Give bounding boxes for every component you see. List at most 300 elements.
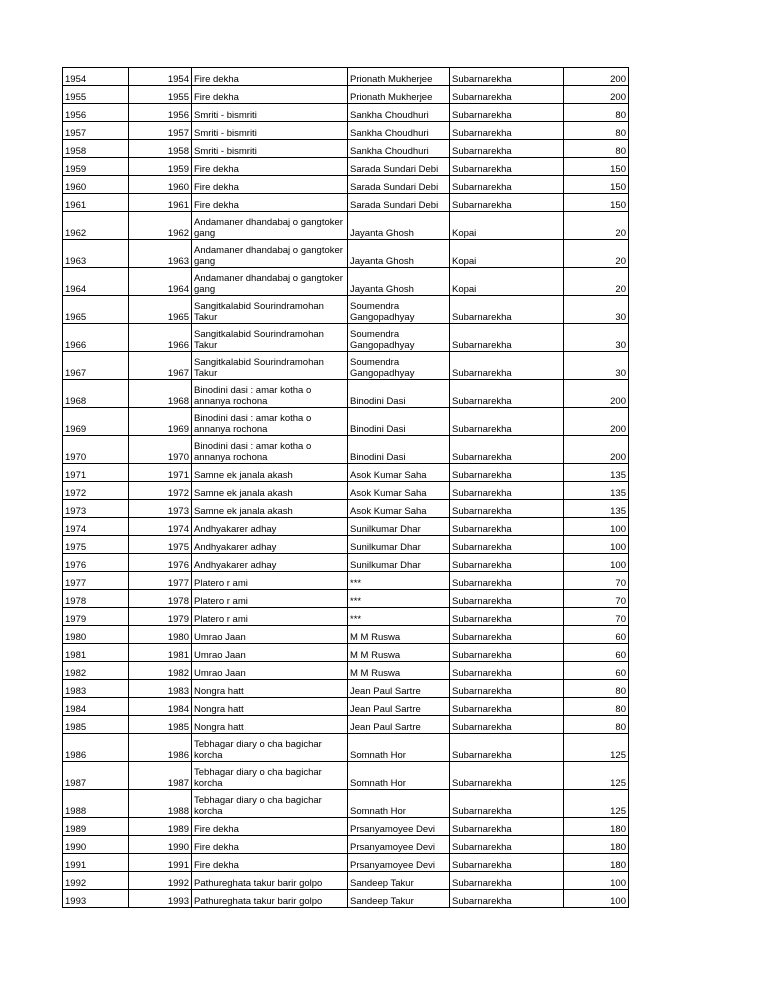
cell-price-text: 70 bbox=[615, 578, 626, 589]
cell-publisher-text: Subarnarekha bbox=[452, 452, 512, 463]
cell-publisher bbox=[450, 324, 564, 352]
cell-author bbox=[348, 68, 450, 86]
cell-price bbox=[564, 86, 629, 104]
cell-serial-number-text: 1963 bbox=[167, 256, 189, 267]
cell-title-text: Fire dekha bbox=[194, 200, 239, 211]
cell-author bbox=[348, 500, 450, 518]
cell-serial-number bbox=[129, 140, 192, 158]
cell-title-text: Fire dekha bbox=[194, 164, 239, 175]
cell-publisher-text: Subarnarekha bbox=[452, 110, 512, 121]
cell-title-text: Binodini dasi : amar kotha o annanya rochona bbox=[194, 385, 312, 407]
cell-title bbox=[192, 104, 348, 122]
cell-title bbox=[192, 140, 348, 158]
cell-publisher-text: Subarnarekha bbox=[452, 750, 512, 761]
cell-price-text: 100 bbox=[610, 560, 626, 571]
table-row bbox=[63, 836, 629, 854]
cell-accession-id bbox=[63, 536, 129, 554]
cell-accession-id-text: 1986 bbox=[65, 750, 87, 761]
cell-price-text: 200 bbox=[610, 92, 626, 103]
cell-accession-id-text: 1972 bbox=[65, 488, 87, 499]
cell-serial-number-text: 1971 bbox=[167, 470, 189, 481]
cell-serial-number bbox=[129, 518, 192, 536]
cell-accession-id bbox=[63, 380, 129, 408]
cell-serial-number-text: 1984 bbox=[167, 704, 189, 715]
cell-price bbox=[564, 158, 629, 176]
cell-author-text: Prsanyamoyee Devi bbox=[350, 842, 436, 853]
cell-publisher-text: Subarnarekha bbox=[452, 614, 512, 625]
cell-accession-id-text: 1992 bbox=[65, 878, 87, 889]
cell-publisher-text: Subarnarekha bbox=[452, 842, 512, 853]
cell-title-text: Fire dekha bbox=[194, 860, 239, 871]
cell-serial-number bbox=[129, 790, 192, 818]
cell-accession-id bbox=[63, 352, 129, 380]
cell-author bbox=[348, 662, 450, 680]
cell-author bbox=[348, 122, 450, 140]
cell-author-text: Jayanta Ghosh bbox=[350, 284, 414, 295]
cell-title-text: Fire dekha bbox=[194, 824, 239, 835]
cell-serial-number-text: 1974 bbox=[167, 524, 189, 535]
table-row bbox=[63, 890, 629, 908]
cell-price-text: 135 bbox=[610, 470, 626, 481]
cell-author bbox=[348, 176, 450, 194]
cell-price bbox=[564, 380, 629, 408]
cell-author bbox=[348, 518, 450, 536]
cell-serial-number bbox=[129, 572, 192, 590]
cell-title-text: Nongra hatt bbox=[194, 704, 244, 715]
cell-author bbox=[348, 554, 450, 572]
cell-publisher-text: Subarnarekha bbox=[452, 396, 512, 407]
cell-title bbox=[192, 518, 348, 536]
cell-price bbox=[564, 68, 629, 86]
cell-accession-id-text: 1978 bbox=[65, 596, 87, 607]
cell-publisher bbox=[450, 380, 564, 408]
cell-author bbox=[348, 158, 450, 176]
cell-serial-number bbox=[129, 268, 192, 296]
cell-price-text: 20 bbox=[615, 284, 626, 295]
cell-price-text: 30 bbox=[615, 312, 626, 323]
cell-serial-number bbox=[129, 872, 192, 890]
cell-publisher-text: Subarnarekha bbox=[452, 74, 512, 85]
cell-author-text: Prsanyamoyee Devi bbox=[350, 860, 436, 871]
table-row bbox=[63, 158, 629, 176]
cell-author-text: Sandeep Takur bbox=[350, 896, 414, 907]
cell-author bbox=[348, 626, 450, 644]
cell-serial-number bbox=[129, 818, 192, 836]
table-row bbox=[63, 176, 629, 194]
cell-accession-id-text: 1954 bbox=[65, 74, 87, 85]
cell-publisher-text: Subarnarekha bbox=[452, 704, 512, 715]
cell-accession-id bbox=[63, 296, 129, 324]
cell-accession-id bbox=[63, 818, 129, 836]
cell-accession-id-text: 1983 bbox=[65, 686, 87, 697]
cell-accession-id-text: 1960 bbox=[65, 182, 87, 193]
cell-publisher bbox=[450, 268, 564, 296]
cell-price-text: 125 bbox=[610, 806, 626, 817]
cell-title-text: Sangitkalabid Sourindramohan Takur bbox=[194, 301, 324, 323]
table-row bbox=[63, 86, 629, 104]
cell-price bbox=[564, 890, 629, 908]
cell-price bbox=[564, 500, 629, 518]
table-row bbox=[63, 734, 629, 762]
cell-serial-number-text: 1955 bbox=[167, 92, 189, 103]
cell-price-text: 80 bbox=[615, 686, 626, 697]
cell-publisher bbox=[450, 698, 564, 716]
cell-serial-number-text: 1988 bbox=[167, 806, 189, 817]
cell-publisher bbox=[450, 296, 564, 324]
table-row bbox=[63, 68, 629, 86]
cell-title-text: Samne ek janala akash bbox=[194, 506, 293, 517]
cell-publisher bbox=[450, 572, 564, 590]
cell-serial-number-text: 1980 bbox=[167, 632, 189, 643]
cell-author bbox=[348, 212, 450, 240]
cell-title-text: Andhyakarer adhay bbox=[194, 524, 277, 535]
cell-price-text: 70 bbox=[615, 596, 626, 607]
cell-price bbox=[564, 872, 629, 890]
cell-serial-number-text: 1983 bbox=[167, 686, 189, 697]
cell-accession-id bbox=[63, 890, 129, 908]
cell-serial-number bbox=[129, 408, 192, 436]
cell-author-text: Soumendra Gangopadhyay bbox=[350, 357, 415, 379]
cell-author bbox=[348, 854, 450, 872]
cell-publisher bbox=[450, 890, 564, 908]
cell-publisher-text: Kopai bbox=[452, 256, 477, 267]
cell-accession-id-text: 1980 bbox=[65, 632, 87, 643]
cell-title bbox=[192, 818, 348, 836]
cell-author bbox=[348, 436, 450, 464]
cell-title bbox=[192, 836, 348, 854]
cell-title bbox=[192, 296, 348, 324]
cell-accession-id-text: 1984 bbox=[65, 704, 87, 715]
cell-accession-id bbox=[63, 122, 129, 140]
cell-author-text: Sarada Sundari Debi bbox=[350, 182, 439, 193]
table-row bbox=[63, 436, 629, 464]
cell-publisher bbox=[450, 104, 564, 122]
cell-publisher bbox=[450, 436, 564, 464]
cell-publisher bbox=[450, 854, 564, 872]
cell-price-text: 20 bbox=[615, 228, 626, 239]
cell-price-text: 60 bbox=[615, 668, 626, 679]
cell-accession-id-text: 1956 bbox=[65, 110, 87, 121]
cell-accession-id-text: 1971 bbox=[65, 470, 87, 481]
cell-serial-number bbox=[129, 536, 192, 554]
table-row bbox=[63, 662, 629, 680]
cell-serial-number bbox=[129, 644, 192, 662]
cell-title bbox=[192, 352, 348, 380]
cell-title-text: Smriti - bismriti bbox=[194, 128, 257, 139]
cell-author-text: Asok Kumar Saha bbox=[350, 488, 427, 499]
cell-author-text: M M Ruswa bbox=[350, 632, 401, 643]
cell-serial-number bbox=[129, 698, 192, 716]
cell-accession-id bbox=[63, 464, 129, 482]
cell-publisher bbox=[450, 68, 564, 86]
cell-publisher bbox=[450, 818, 564, 836]
cell-author-text: Somnath Hor bbox=[350, 806, 406, 817]
cell-author-text: Sunilkumar Dhar bbox=[350, 542, 421, 553]
cell-price-text: 60 bbox=[615, 632, 626, 643]
cell-price bbox=[564, 698, 629, 716]
cell-publisher bbox=[450, 644, 564, 662]
cell-publisher bbox=[450, 734, 564, 762]
cell-title bbox=[192, 158, 348, 176]
cell-title-text: Binodini dasi : amar kotha o annanya rochona bbox=[194, 441, 312, 463]
cell-title bbox=[192, 734, 348, 762]
cell-serial-number bbox=[129, 590, 192, 608]
cell-serial-number-text: 1987 bbox=[167, 778, 189, 789]
cell-author bbox=[348, 140, 450, 158]
cell-price-text: 80 bbox=[615, 146, 626, 157]
table-row bbox=[63, 818, 629, 836]
cell-price bbox=[564, 408, 629, 436]
cell-author-text: Sankha Choudhuri bbox=[350, 146, 429, 157]
cell-author-text: *** bbox=[350, 614, 362, 625]
cell-serial-number-text: 1990 bbox=[167, 842, 189, 853]
cell-publisher-text: Subarnarekha bbox=[452, 578, 512, 589]
cell-price-text: 100 bbox=[610, 896, 626, 907]
cell-serial-number-text: 1981 bbox=[167, 650, 189, 661]
cell-price bbox=[564, 734, 629, 762]
cell-publisher bbox=[450, 590, 564, 608]
cell-publisher bbox=[450, 554, 564, 572]
cell-author-text: Sankha Choudhuri bbox=[350, 110, 429, 121]
cell-price bbox=[564, 296, 629, 324]
cell-serial-number bbox=[129, 890, 192, 908]
cell-publisher-text: Subarnarekha bbox=[452, 650, 512, 661]
cell-serial-number-text: 1958 bbox=[167, 146, 189, 157]
cell-author-text: Somnath Hor bbox=[350, 750, 406, 761]
cell-publisher bbox=[450, 680, 564, 698]
cell-publisher-text: Subarnarekha bbox=[452, 632, 512, 643]
cell-accession-id bbox=[63, 854, 129, 872]
cell-author bbox=[348, 790, 450, 818]
table-row bbox=[63, 854, 629, 872]
cell-title bbox=[192, 662, 348, 680]
table-row bbox=[63, 872, 629, 890]
book-catalog-table bbox=[62, 67, 629, 908]
table-row bbox=[63, 590, 629, 608]
cell-price-text: 30 bbox=[615, 368, 626, 379]
cell-publisher bbox=[450, 536, 564, 554]
cell-serial-number bbox=[129, 836, 192, 854]
cell-accession-id-text: 1990 bbox=[65, 842, 87, 853]
cell-title bbox=[192, 122, 348, 140]
cell-accession-id-text: 1979 bbox=[65, 614, 87, 625]
cell-serial-number-text: 1970 bbox=[167, 452, 189, 463]
cell-serial-number bbox=[129, 158, 192, 176]
cell-serial-number-text: 1978 bbox=[167, 596, 189, 607]
cell-serial-number-text: 1959 bbox=[167, 164, 189, 175]
cell-publisher bbox=[450, 626, 564, 644]
cell-publisher-text: Subarnarekha bbox=[452, 542, 512, 553]
cell-publisher-text: Subarnarekha bbox=[452, 686, 512, 697]
cell-serial-number bbox=[129, 608, 192, 626]
cell-author bbox=[348, 482, 450, 500]
cell-accession-id bbox=[63, 408, 129, 436]
cell-title-text: Tebhagar diary o cha bagichar korcha bbox=[194, 767, 322, 789]
table-row bbox=[63, 240, 629, 268]
table-row bbox=[63, 380, 629, 408]
cell-accession-id-text: 1991 bbox=[65, 860, 87, 871]
cell-author-text: Jean Paul Sartre bbox=[350, 704, 421, 715]
cell-serial-number-text: 1993 bbox=[167, 896, 189, 907]
table-row bbox=[63, 268, 629, 296]
cell-author bbox=[348, 836, 450, 854]
cell-price-text: 80 bbox=[615, 110, 626, 121]
cell-accession-id bbox=[63, 240, 129, 268]
cell-serial-number bbox=[129, 212, 192, 240]
cell-title bbox=[192, 436, 348, 464]
cell-serial-number bbox=[129, 854, 192, 872]
cell-title-text: Umrao Jaan bbox=[194, 632, 246, 643]
cell-price-text: 100 bbox=[610, 878, 626, 889]
cell-serial-number bbox=[129, 122, 192, 140]
cell-accession-id-text: 1958 bbox=[65, 146, 87, 157]
cell-price bbox=[564, 482, 629, 500]
cell-author bbox=[348, 324, 450, 352]
cell-accession-id bbox=[63, 872, 129, 890]
cell-accession-id-text: 1955 bbox=[65, 92, 87, 103]
cell-price bbox=[564, 104, 629, 122]
cell-accession-id bbox=[63, 104, 129, 122]
cell-author-text: Sunilkumar Dhar bbox=[350, 524, 421, 535]
cell-serial-number-text: 1969 bbox=[167, 424, 189, 435]
cell-price-text: 60 bbox=[615, 650, 626, 661]
cell-serial-number-text: 1975 bbox=[167, 542, 189, 553]
cell-publisher bbox=[450, 790, 564, 818]
cell-serial-number-text: 1976 bbox=[167, 560, 189, 571]
cell-publisher-text: Subarnarekha bbox=[452, 470, 512, 481]
cell-serial-number bbox=[129, 482, 192, 500]
cell-price-text: 200 bbox=[610, 452, 626, 463]
cell-accession-id-text: 1977 bbox=[65, 578, 87, 589]
cell-price bbox=[564, 554, 629, 572]
cell-price bbox=[564, 762, 629, 790]
cell-accession-id-text: 1975 bbox=[65, 542, 87, 553]
cell-serial-number-text: 1954 bbox=[167, 74, 189, 85]
table-row bbox=[63, 500, 629, 518]
cell-author bbox=[348, 872, 450, 890]
cell-accession-id bbox=[63, 176, 129, 194]
cell-title-text: Fire dekha bbox=[194, 92, 239, 103]
cell-price bbox=[564, 590, 629, 608]
cell-accession-id bbox=[63, 790, 129, 818]
cell-serial-number-text: 1985 bbox=[167, 722, 189, 733]
cell-serial-number-text: 1960 bbox=[167, 182, 189, 193]
cell-price-text: 100 bbox=[610, 524, 626, 535]
cell-accession-id-text: 1969 bbox=[65, 424, 87, 435]
table-row bbox=[63, 408, 629, 436]
cell-accession-id bbox=[63, 698, 129, 716]
cell-publisher bbox=[450, 240, 564, 268]
table-row bbox=[63, 194, 629, 212]
cell-publisher bbox=[450, 662, 564, 680]
cell-author-text: Sarada Sundari Debi bbox=[350, 164, 439, 175]
table-row bbox=[63, 608, 629, 626]
cell-price-text: 100 bbox=[610, 542, 626, 553]
cell-author-text: *** bbox=[350, 596, 362, 607]
cell-title-text: Platero r ami bbox=[194, 596, 248, 607]
cell-publisher bbox=[450, 716, 564, 734]
cell-title-text: Smriti - bismriti bbox=[194, 146, 257, 157]
cell-author bbox=[348, 464, 450, 482]
cell-serial-number bbox=[129, 626, 192, 644]
cell-serial-number-text: 1972 bbox=[167, 488, 189, 499]
cell-publisher-text: Subarnarekha bbox=[452, 312, 512, 323]
cell-price bbox=[564, 536, 629, 554]
table-row bbox=[63, 680, 629, 698]
cell-title-text: Fire dekha bbox=[194, 182, 239, 193]
cell-title bbox=[192, 68, 348, 86]
cell-author-text: Jean Paul Sartre bbox=[350, 722, 421, 733]
cell-author-text: Asok Kumar Saha bbox=[350, 506, 427, 517]
cell-price bbox=[564, 176, 629, 194]
cell-accession-id bbox=[63, 680, 129, 698]
cell-price-text: 80 bbox=[615, 704, 626, 715]
cell-accession-id bbox=[63, 644, 129, 662]
cell-accession-id bbox=[63, 158, 129, 176]
table-row bbox=[63, 296, 629, 324]
cell-price-text: 135 bbox=[610, 506, 626, 517]
cell-author bbox=[348, 734, 450, 762]
cell-serial-number bbox=[129, 464, 192, 482]
cell-author bbox=[348, 590, 450, 608]
cell-serial-number bbox=[129, 554, 192, 572]
cell-serial-number-text: 1982 bbox=[167, 668, 189, 679]
cell-accession-id-text: 1976 bbox=[65, 560, 87, 571]
cell-price-text: 200 bbox=[610, 74, 626, 85]
cell-accession-id-text: 1970 bbox=[65, 452, 87, 463]
cell-serial-number bbox=[129, 734, 192, 762]
cell-serial-number bbox=[129, 194, 192, 212]
cell-title-text: Sangitkalabid Sourindramohan Takur bbox=[194, 329, 324, 351]
cell-title bbox=[192, 536, 348, 554]
cell-publisher bbox=[450, 140, 564, 158]
cell-serial-number bbox=[129, 662, 192, 680]
cell-title-text: Andamaner dhandabaj o gangtoker gang bbox=[194, 245, 343, 267]
cell-serial-number-text: 1966 bbox=[167, 340, 189, 351]
cell-publisher-text: Subarnarekha bbox=[452, 92, 512, 103]
cell-title-text: Samne ek janala akash bbox=[194, 488, 293, 499]
cell-serial-number-text: 1964 bbox=[167, 284, 189, 295]
cell-author-text: Sarada Sundari Debi bbox=[350, 200, 439, 211]
cell-price bbox=[564, 572, 629, 590]
cell-price bbox=[564, 854, 629, 872]
table-row bbox=[63, 716, 629, 734]
cell-publisher bbox=[450, 872, 564, 890]
cell-publisher-text: Subarnarekha bbox=[452, 164, 512, 175]
cell-publisher-text: Subarnarekha bbox=[452, 806, 512, 817]
table-row bbox=[63, 644, 629, 662]
cell-author bbox=[348, 268, 450, 296]
cell-accession-id bbox=[63, 554, 129, 572]
cell-publisher-text: Subarnarekha bbox=[452, 668, 512, 679]
cell-publisher bbox=[450, 122, 564, 140]
cell-title-text: Fire dekha bbox=[194, 842, 239, 853]
table-row bbox=[63, 536, 629, 554]
cell-author bbox=[348, 818, 450, 836]
cell-publisher bbox=[450, 352, 564, 380]
cell-accession-id-text: 1959 bbox=[65, 164, 87, 175]
cell-author-text: Jayanta Ghosh bbox=[350, 228, 414, 239]
cell-author-text: *** bbox=[350, 578, 362, 589]
cell-price bbox=[564, 608, 629, 626]
cell-title bbox=[192, 408, 348, 436]
cell-serial-number-text: 1957 bbox=[167, 128, 189, 139]
table-row bbox=[63, 104, 629, 122]
cell-publisher-text: Subarnarekha bbox=[452, 488, 512, 499]
cell-serial-number-text: 1977 bbox=[167, 578, 189, 589]
cell-author-text: Prionath Mukherjee bbox=[350, 92, 433, 103]
cell-price bbox=[564, 518, 629, 536]
